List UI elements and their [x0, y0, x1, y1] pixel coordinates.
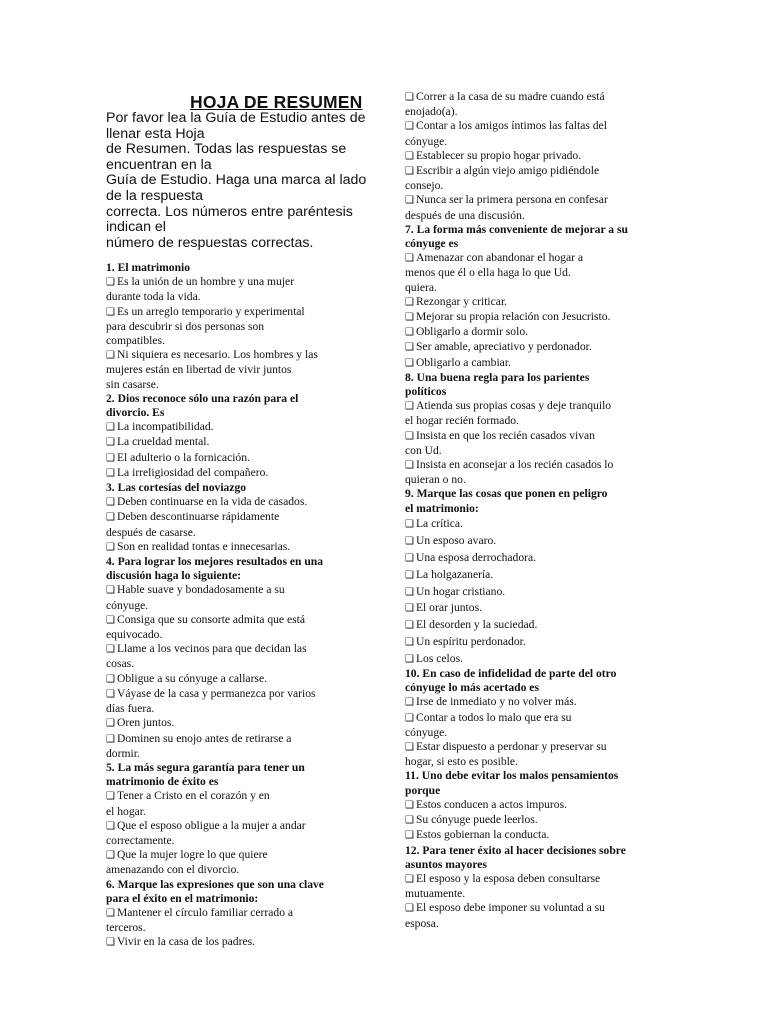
checkbox-icon[interactable]: ❑ [405, 357, 414, 369]
answer-text: Tener a Cristo en el corazón y en [116, 789, 270, 803]
checkbox-icon[interactable]: ❑ [106, 614, 115, 626]
answer-option[interactable] [405, 695, 641, 710]
checkbox-icon[interactable]: ❑ [405, 742, 414, 754]
answer-text: amenazando con el divorcio. [106, 863, 240, 877]
answer-text: Una esposa derrochadora. [415, 551, 537, 565]
checkbox-icon[interactable]: ❑ [106, 791, 115, 803]
answer-option[interactable] [405, 356, 641, 371]
answer-text: Su cónyuge puede leerlos. [415, 813, 538, 827]
answer-text: Ni siquiera es necesario. Los hombres y las [116, 348, 318, 362]
answer-text: Es un arreglo temporario y experimental [116, 304, 305, 318]
question-text: 11. Uno debe evitar los malos pensamientos porque [405, 769, 619, 797]
answer-text: menos que él o ella haga lo que Ud. [405, 266, 571, 280]
answer-text: Que la mujer logre lo que quiere [116, 848, 268, 862]
question-block [106, 392, 356, 481]
intro-line: encuentran en la [106, 156, 212, 173]
answer-text: El esposo debe imponer su voluntad a su [415, 901, 605, 915]
checkbox-icon[interactable]: ❑ [405, 603, 414, 615]
answer-text: Oren juntos. [116, 716, 175, 730]
checkbox-icon[interactable]: ❑ [405, 342, 414, 354]
checkbox-icon[interactable]: ❑ [405, 121, 414, 133]
answer-text: Un espíritu perdonador. [415, 635, 526, 649]
answer-text: Váyase de la casa y permanezca por varios [116, 686, 316, 700]
answer-option[interactable] [405, 585, 641, 600]
answer-text: días fuera. [106, 702, 155, 716]
answer-text: Insista en que los recién casados vivan [415, 428, 595, 442]
checkbox-icon[interactable]: ❑ [106, 422, 115, 434]
answer-text: Insista en aconsejar a los recién casados lo [415, 458, 614, 472]
question-text: 5. La más segura garantía para tener un matrimonio de éxito es [106, 760, 305, 789]
answer-text: Vivir en la casa de los padres. [116, 935, 256, 949]
answer-option[interactable] [106, 848, 356, 877]
answer-option[interactable] [106, 583, 356, 612]
question-block [106, 261, 356, 392]
checkbox-icon[interactable]: ❑ [106, 437, 115, 449]
answer-option[interactable] [106, 466, 356, 481]
checkbox-icon[interactable]: ❑ [106, 585, 115, 597]
question-text: 4. Para lograr los mejores resultados en una discusión haga lo siguiente: [106, 555, 324, 583]
question-text: 6. Marque las expresiones que son una clave para el éxito en el matrimonio: [106, 877, 324, 905]
answer-option[interactable] [106, 906, 356, 935]
checkbox-icon[interactable]: ❑ [106, 452, 115, 464]
checkbox-icon[interactable]: ❑ [106, 820, 115, 832]
question-text: 7. La forma más conveniente de mejorar a su cónyuge es [405, 222, 628, 251]
checkbox-icon[interactable]: ❑ [405, 586, 414, 598]
question-block [405, 667, 641, 769]
answer-option[interactable] [106, 420, 356, 435]
intro-line: llenar esta Hoja [106, 125, 205, 142]
page-title: HOJA DE RESUMEN [190, 92, 363, 112]
checkbox-icon[interactable]: ❑ [106, 467, 115, 479]
answer-text: Un hogar cristiano. [415, 584, 506, 598]
answer-option[interactable] [106, 672, 356, 687]
answer-option[interactable] [405, 90, 641, 119]
answer-text: Mejorar su propia relación con Jesucristo. [415, 310, 611, 324]
answer-option[interactable] [405, 340, 641, 355]
left-column [106, 261, 356, 951]
checkbox-icon[interactable]: ❑ [405, 312, 414, 324]
answer-text: después de una discusión. [405, 208, 525, 222]
answer-text: durante toda la vida. [106, 290, 201, 304]
answer-text: después de casarse. [106, 525, 196, 539]
answer-text: compatibles. [106, 334, 165, 348]
answer-text: correctamente. [106, 833, 175, 847]
intro-line: Guía de Estudio. Haga una marca al lado [106, 172, 367, 189]
answer-text: Deben continuarse en la vida de casados. [116, 495, 308, 509]
checkbox-icon[interactable]: ❑ [405, 815, 414, 827]
right-column [405, 90, 641, 931]
answer-text: Obligarlo a dormir solo. [415, 325, 529, 339]
answer-option[interactable] [405, 310, 641, 325]
answer-text: Escribir a algún viejo amigo pidiéndole [415, 164, 600, 178]
answer-text: La incompatibilidad. [116, 420, 214, 434]
checkbox-icon[interactable]: ❑ [405, 327, 414, 339]
answer-text: el hogar. [106, 804, 146, 818]
checkbox-icon[interactable]: ❑ [405, 460, 414, 472]
checkbox-icon[interactable]: ❑ [106, 688, 115, 700]
question-text: 10. En caso de infidelidad de parte del otro cónyuge lo más acertado es [405, 667, 617, 695]
question-text: 9. Marque las cosas que ponen en peligro el matrimonio: [405, 487, 608, 515]
question-block [405, 371, 641, 488]
checkbox-icon[interactable]: ❑ [405, 873, 414, 885]
answer-text: Los celos. [415, 651, 463, 665]
answer-text: cónyuge. [405, 134, 448, 148]
answer-text: Mantener el círculo familiar cerrado a [116, 905, 294, 919]
answer-option[interactable] [405, 568, 641, 583]
answer-text: Consiga que su consorte admita que está [116, 612, 305, 626]
answer-text: hogar, si esto es posible. [405, 755, 518, 769]
answer-option[interactable] [405, 517, 641, 532]
answer-option[interactable] [106, 348, 356, 392]
answer-text: La holgazanería. [415, 567, 494, 581]
checkbox-icon[interactable]: ❑ [405, 92, 414, 103]
question-block [106, 878, 356, 951]
intro-line: de Resumen. Todas las respuestas se [106, 141, 347, 158]
question-block [405, 487, 641, 667]
answer-text: Hable suave y bondadosamente a su [116, 583, 285, 597]
answer-option[interactable] [106, 687, 356, 716]
checkbox-icon[interactable]: ❑ [405, 569, 414, 581]
answer-option[interactable] [405, 149, 641, 164]
answer-text: Obligue a su cónyuge a callarse. [116, 671, 267, 685]
checkbox-icon[interactable]: ❑ [106, 718, 115, 730]
answer-option[interactable] [106, 613, 356, 642]
answer-text: esposa. [405, 916, 439, 930]
checkbox-icon[interactable]: ❑ [405, 637, 414, 649]
answer-text: Nunca ser la primera persona en confesar [415, 193, 608, 207]
answer-text: Rezongar y criticar. [415, 294, 508, 308]
answer-text: Contar a todos lo malo que era su [415, 710, 572, 724]
answer-option[interactable] [405, 618, 641, 633]
answer-text: cosas. [106, 657, 135, 671]
answer-option[interactable] [106, 732, 356, 761]
answer-option[interactable] [405, 901, 641, 930]
question-block [405, 769, 641, 843]
answer-text: Atienda sus propias cosas y deje tranquilo [415, 399, 612, 413]
answer-text: cónyuge. [405, 725, 448, 739]
checkbox-icon[interactable]: ❑ [405, 553, 414, 565]
answer-text: Que el esposo obligue a la mujer a andar [116, 818, 306, 832]
question-text: 8. Una buena regla para los parientes políticos [405, 370, 590, 399]
intro-line: indican el [106, 219, 166, 236]
answer-text: Estar dispuesto a perdonar y preservar su [415, 740, 607, 754]
question-text: 3. Las cortesías del noviazgo [106, 481, 247, 495]
answer-option[interactable] [106, 819, 356, 848]
checkbox-icon[interactable]: ❑ [405, 401, 414, 413]
checkbox-icon[interactable]: ❑ [106, 937, 115, 949]
answer-text: cónyuge. [106, 598, 149, 612]
answer-text: mutuamente. [405, 887, 466, 901]
answer-text: mujeres están en libertad de vivir juntos [106, 363, 292, 377]
answer-text: Contar a los amigos íntimos las faltas del [415, 119, 607, 133]
checkbox-icon[interactable]: ❑ [106, 350, 115, 362]
answer-text: Irse de inmediato y no volver más. [415, 695, 577, 709]
answer-text: Correr a la casa de su madre cuando está [415, 90, 605, 103]
answer-option[interactable] [405, 551, 641, 566]
answer-option[interactable] [106, 642, 356, 671]
answer-text: Son en realidad tontas e innecesarias. [116, 539, 291, 553]
checkbox-icon[interactable]: ❑ [405, 712, 414, 724]
answer-text: Estos gobiernan la conducta. [415, 828, 550, 842]
intro-line: correcta. Los números entre paréntesis [106, 203, 353, 220]
checkbox-icon[interactable]: ❑ [106, 644, 115, 656]
answer-option[interactable] [106, 789, 356, 818]
answer-option[interactable] [405, 193, 641, 222]
checkbox-icon[interactable]: ❑ [106, 497, 115, 509]
answer-option[interactable] [405, 295, 641, 310]
answer-text: La irreligiosidad del compañero. [116, 465, 269, 479]
answer-option[interactable] [405, 828, 641, 843]
checkbox-icon[interactable]: ❑ [405, 519, 414, 531]
answer-text: quieran o no. [405, 473, 466, 487]
question-block [405, 223, 641, 371]
checkbox-icon[interactable]: ❑ [405, 830, 414, 842]
answer-option[interactable] [106, 540, 356, 555]
checkbox-icon[interactable]: ❑ [106, 306, 115, 318]
checkbox-icon[interactable]: ❑ [106, 673, 115, 685]
answer-option[interactable] [106, 716, 356, 731]
answer-option[interactable] [405, 399, 641, 428]
answer-text: La crueldad mental. [116, 435, 210, 449]
checkbox-icon[interactable]: ❑ [405, 653, 414, 665]
answer-option[interactable] [405, 534, 641, 549]
answer-text: Llame a los vecinos para que decidan las [116, 642, 307, 656]
checkbox-icon[interactable]: ❑ [405, 697, 414, 709]
answer-option[interactable] [405, 635, 641, 650]
intro-line: número de respuestas correctas. [106, 234, 314, 251]
checkbox-icon[interactable]: ❑ [405, 195, 414, 207]
answer-option[interactable] [106, 275, 356, 304]
answer-text: enojado(a). [405, 105, 458, 119]
checkbox-icon[interactable]: ❑ [405, 903, 414, 915]
answer-option[interactable] [405, 711, 641, 740]
answer-text: terceros. [106, 921, 146, 935]
checkbox-icon[interactable]: ❑ [106, 907, 115, 919]
checkbox-icon[interactable]: ❑ [405, 296, 414, 308]
answer-text: El desorden y la suciedad. [415, 618, 538, 632]
answer-text: equivocado. [106, 628, 163, 642]
answer-option[interactable] [405, 325, 641, 340]
answer-option[interactable] [405, 164, 641, 193]
checkbox-icon[interactable]: ❑ [106, 541, 115, 553]
intro-paragraph [106, 111, 368, 251]
answer-text: Obligarlo a cambiar. [415, 355, 511, 369]
answer-option[interactable] [405, 429, 641, 458]
checkbox-icon[interactable]: ❑ [405, 150, 414, 162]
answer-option[interactable] [405, 652, 641, 667]
checkbox-icon[interactable]: ❑ [405, 166, 414, 178]
question-block [106, 761, 356, 878]
answer-option[interactable] [405, 872, 641, 901]
answer-option[interactable] [405, 458, 641, 487]
answer-option[interactable] [106, 935, 356, 950]
intro-line: Por favor lea la Guía de Estudio antes de [106, 110, 366, 126]
checkbox-icon[interactable]: ❑ [106, 277, 115, 289]
answer-text: Deben descontinuarse rápidamente [116, 510, 280, 524]
answer-text: Dominen su enojo antes de retirarse a [116, 731, 292, 745]
answer-option[interactable] [405, 119, 641, 148]
answer-option[interactable] [405, 601, 641, 616]
answer-option[interactable] [106, 435, 356, 450]
answer-text: Amenazar con abandonar el hogar a [415, 251, 584, 265]
answer-option[interactable] [106, 510, 356, 539]
checkbox-icon[interactable]: ❑ [106, 850, 115, 862]
answer-text: Ser amable, apreciativo y perdonador. [415, 340, 592, 354]
intro-line: de la respuesta [106, 187, 204, 204]
answer-text: Estos conducen a actos impuros. [415, 797, 567, 811]
answer-option[interactable] [405, 251, 641, 295]
answer-text: Establecer su propio hogar privado. [415, 148, 582, 162]
question-block [106, 481, 356, 555]
checkbox-icon[interactable]: ❑ [405, 799, 414, 811]
answer-text: el hogar recién formado. [405, 414, 519, 428]
answer-option[interactable] [405, 740, 641, 769]
answer-option[interactable] [405, 798, 641, 813]
question-block [405, 844, 641, 931]
question-text: 12. Para tener éxito al hacer decisiones sobre asuntos mayores [405, 843, 626, 871]
answer-option[interactable] [106, 305, 356, 349]
checkbox-icon[interactable]: ❑ [405, 430, 414, 442]
answer-text: sin casarse. [106, 377, 159, 391]
question-block [106, 555, 356, 761]
answer-text: Un esposo avaro. [415, 534, 497, 548]
answer-text: El esposo y la esposa deben consultarse [415, 871, 601, 885]
answer-text: Es la unión de un hombre y una mujer [116, 275, 295, 289]
answer-text: La crítica. [415, 517, 463, 531]
answer-text: El adulterio o la fornicación. [116, 450, 250, 464]
answer-option[interactable] [106, 495, 356, 510]
answer-option[interactable] [405, 813, 641, 828]
answer-text: consejo. [405, 179, 444, 193]
checkbox-icon[interactable]: ❑ [106, 512, 115, 524]
answer-text: El orar juntos. [415, 601, 482, 615]
checkbox-icon[interactable]: ❑ [405, 253, 414, 265]
checkbox-icon[interactable]: ❑ [106, 733, 115, 745]
question-text: 1. El matrimonio [106, 261, 191, 274]
answer-text: dormir. [106, 746, 140, 760]
checkbox-icon[interactable]: ❑ [405, 536, 414, 548]
answer-option[interactable] [106, 451, 356, 466]
answer-text: con Ud. [405, 443, 442, 457]
question-text: 2. Dios reconoce sólo una razón para el divorcio. Es [106, 391, 299, 420]
checkbox-icon[interactable]: ❑ [405, 620, 414, 632]
answer-text: para descubrir si dos personas son [106, 319, 265, 333]
answer-text: quiera. [405, 280, 437, 294]
